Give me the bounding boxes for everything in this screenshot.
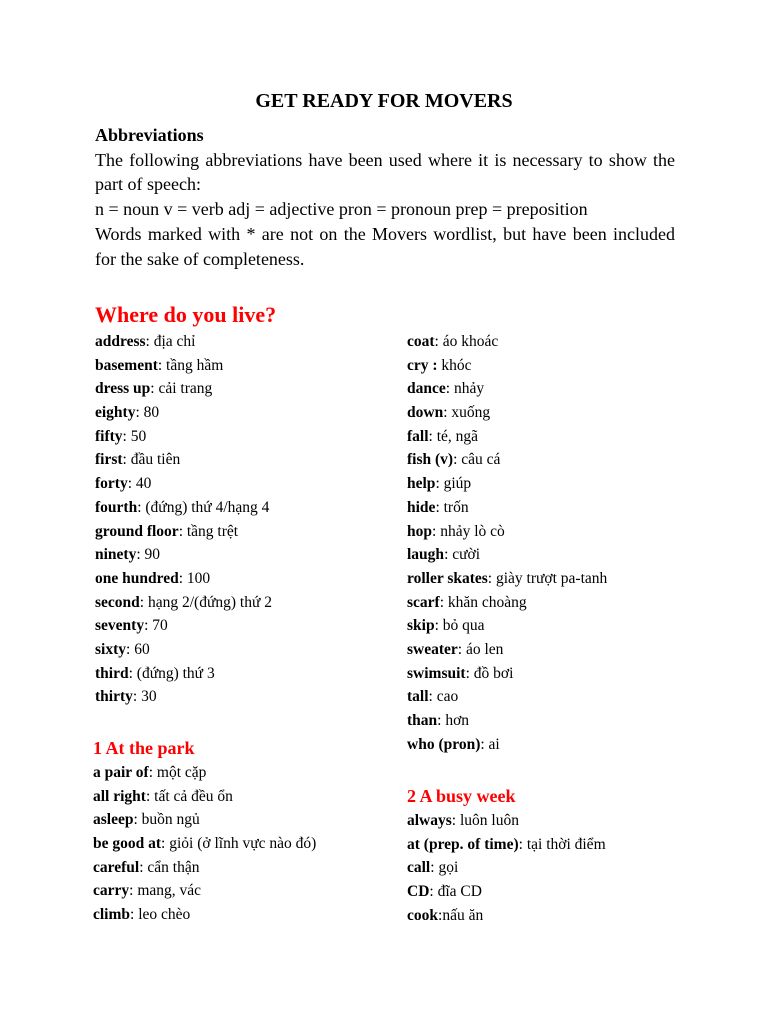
- vocab-separator: :: [132, 688, 142, 706]
- vocab-meaning: tầng hầm: [166, 356, 224, 374]
- vocab-separator: :: [139, 593, 148, 611]
- vocab-entry: [407, 330, 607, 354]
- vocab-separator: :: [428, 688, 437, 706]
- vocab-separator: :: [439, 593, 448, 611]
- vocab-separator: :: [435, 498, 444, 516]
- vocab-meaning: luôn luôn: [459, 812, 519, 829]
- vocab-meaning: nấu ăn: [442, 906, 484, 924]
- vocab-term: address: [95, 333, 146, 350]
- vocab-meaning: tầng trệt: [186, 522, 239, 540]
- vocab-entry: [93, 761, 316, 785]
- vocab-entry: [95, 330, 272, 354]
- vocab-meaning: té, ngã: [436, 427, 479, 445]
- vocab-meaning: nhảy lò cò: [440, 522, 505, 540]
- vocab-meaning: câu cá: [461, 451, 501, 469]
- vocab-separator: :: [157, 356, 167, 374]
- vocab-separator: :: [434, 617, 443, 635]
- unit-2-list: [407, 809, 606, 927]
- intro-block: [95, 123, 675, 271]
- vocab-separator: :: [438, 906, 443, 924]
- vocab-entry: [407, 401, 607, 425]
- vocab-term: roller skates: [407, 569, 488, 587]
- vocab-term: ground floor: [95, 522, 179, 540]
- vocab-term: down: [407, 404, 444, 422]
- vocab-separator: :: [444, 546, 453, 564]
- unit-1-title: 1 At the park: [93, 738, 195, 758]
- vocab-separator: :: [518, 835, 527, 853]
- vocab-separator: :: [435, 475, 444, 493]
- vocab-entry: [407, 733, 607, 757]
- vocab-entry: [95, 685, 272, 709]
- vocab-separator: :: [126, 640, 135, 658]
- vocab-meaning: 50: [130, 427, 147, 445]
- vocab-separator: :: [145, 787, 155, 805]
- vocab-term: dress up: [95, 380, 151, 398]
- vocab-term: be good at: [93, 835, 162, 853]
- vocab-meaning: giúp: [443, 475, 472, 493]
- vocab-term: who (pron): [407, 735, 481, 753]
- vocab-term: sweater: [407, 640, 458, 658]
- vocab-term: tall: [407, 688, 429, 706]
- vocab-entry: [95, 614, 272, 638]
- vocab-separator: :: [178, 522, 187, 540]
- vocab-separator: :: [122, 427, 131, 445]
- vocab-separator: :: [445, 380, 454, 398]
- vocab-meaning: xuống: [451, 404, 491, 422]
- vocab-term: call: [407, 859, 431, 877]
- vocab-entry: [407, 709, 607, 733]
- vocab-term: always: [407, 812, 452, 829]
- vocab-meaning: cải trang: [158, 380, 213, 398]
- vocab-separator: :: [443, 404, 452, 422]
- unit-2-title: 2 A busy week: [407, 786, 516, 806]
- vocab-term: second: [95, 593, 140, 611]
- vocab-meaning: đồ bơi: [473, 664, 514, 682]
- vocab-separator: :: [480, 735, 489, 753]
- vocab-separator: :: [432, 522, 441, 540]
- vocab-meaning: gọi: [438, 859, 459, 877]
- vocab-separator: :: [428, 427, 437, 445]
- vocab-term: carry: [93, 882, 130, 900]
- vocab-entry: [95, 448, 272, 472]
- vocab-meaning: ai: [488, 735, 500, 753]
- vocab-term: fourth: [95, 498, 138, 516]
- vocab-entry: [407, 425, 607, 449]
- vocab-meaning: giày trượt pa-tanh: [495, 569, 608, 587]
- vocab-separator: :: [437, 712, 446, 729]
- vocab-meaning: tất cả đều ổn: [154, 787, 233, 805]
- vocab-entry: [93, 785, 316, 809]
- vocab-entry: [407, 809, 606, 833]
- vocab-entry: [407, 614, 607, 638]
- vocab-meaning: (đứng) thứ 3: [136, 664, 215, 682]
- vocab-meaning: 40: [135, 475, 152, 493]
- abbreviations-list: n = noun v = verb adj = adjective pron = pronoun prep = preposition: [95, 199, 588, 220]
- vocab-separator: :: [150, 380, 159, 398]
- section-title-where-do-you-live: Where do you live?: [95, 302, 277, 327]
- vocab-separator: :: [429, 883, 438, 901]
- unit-1-list: [93, 761, 316, 927]
- vocab-meaning: leo chèo: [138, 906, 191, 924]
- vocab-meaning: cẩn thận: [147, 858, 200, 876]
- vocab-separator: :: [148, 764, 157, 781]
- vocab-term: CD: [407, 883, 430, 901]
- left-vocab-column: [95, 330, 272, 709]
- vocab-separator: :: [128, 664, 137, 682]
- vocab-term: a pair of: [93, 764, 149, 781]
- vocab-entry: [407, 543, 607, 567]
- vocab-separator: :: [137, 498, 146, 516]
- right-vocab-column: [407, 330, 607, 756]
- vocab-separator: :: [487, 569, 496, 587]
- vocab-separator: :: [434, 333, 443, 350]
- vocab-term: help: [407, 475, 436, 493]
- vocab-term: than: [407, 712, 438, 729]
- vocab-term: one hundred: [95, 569, 179, 587]
- vocab-term: eighty: [95, 404, 136, 422]
- vocab-entry: [407, 377, 607, 401]
- vocab-separator: :: [133, 811, 142, 829]
- vocab-meaning: đĩa CD: [437, 883, 482, 901]
- vocab-term: hop: [407, 522, 432, 540]
- vocab-meaning: hạng 2/(đứng) thứ 2: [147, 593, 272, 611]
- vocab-separator: :: [161, 835, 170, 853]
- vocab-meaning: cười: [452, 546, 481, 564]
- vocab-meaning: 70: [152, 617, 168, 635]
- vocab-meaning: trốn: [443, 498, 469, 516]
- abbreviations-heading: Abbreviations: [95, 125, 204, 145]
- vocab-entry: [95, 354, 272, 378]
- vocab-term: cry :: [407, 356, 438, 374]
- page-title: GET READY FOR MOVERS: [255, 90, 513, 112]
- vocab-term: skip: [407, 617, 435, 635]
- vocab-meaning: tại thời điểm: [526, 835, 606, 853]
- vocab-meaning: nhảy: [453, 380, 485, 398]
- vocab-entry: [407, 833, 606, 857]
- vocab-entry: [407, 496, 607, 520]
- vocab-separator: :: [129, 882, 138, 900]
- vocab-entry: [95, 472, 272, 496]
- vocab-entry: [407, 567, 607, 591]
- vocab-meaning: mang, vác: [137, 882, 202, 900]
- vocab-term: swimsuit: [407, 664, 466, 682]
- vocab-term: at (prep. of time): [407, 835, 519, 853]
- vocab-meaning: giỏi (ở lĩnh vực nào đó): [169, 835, 317, 853]
- vocab-entry: [95, 591, 272, 615]
- vocab-term: hide: [407, 498, 436, 516]
- vocab-term: asleep: [93, 811, 134, 829]
- vocab-term: ninety: [95, 546, 137, 564]
- vocab-meaning: khăn choàng: [447, 593, 527, 611]
- vocab-term: first: [95, 451, 123, 469]
- vocab-term: scarf: [407, 593, 440, 611]
- vocab-meaning: 60: [134, 640, 150, 658]
- vocab-term: sixty: [95, 640, 126, 658]
- vocab-separator: :: [453, 451, 462, 469]
- vocab-separator: :: [139, 858, 148, 876]
- wordlist-note: Words marked with * are not on the Movers wordlist, but have been included for the sake of completeness.: [95, 223, 675, 269]
- vocab-entry: [93, 879, 316, 903]
- vocab-term: laugh: [407, 546, 445, 564]
- vocab-entry: [95, 520, 272, 544]
- vocab-separator: :: [457, 640, 466, 658]
- vocab-entry: [407, 904, 606, 928]
- vocab-separator: :: [145, 333, 154, 350]
- unit-1-block: [93, 735, 316, 927]
- vocab-entry: [407, 472, 607, 496]
- vocab-entry: [93, 903, 316, 927]
- vocab-term: all right: [93, 787, 146, 805]
- vocab-separator: :: [144, 617, 153, 635]
- vocab-entry: [407, 354, 607, 378]
- vocab-meaning: áo len: [465, 640, 504, 658]
- vocab-entry: [407, 856, 606, 880]
- vocab-entry: [95, 425, 272, 449]
- intro-paragraph: The following abbreviations have been used where it is necessary to show the part of speech:: [95, 149, 675, 195]
- vocab-meaning: (đứng) thứ 4/hạng 4: [145, 498, 270, 516]
- vocab-term: basement: [95, 356, 158, 374]
- vocab-meaning: đầu tiên: [130, 451, 181, 469]
- vocab-separator: :: [465, 664, 474, 682]
- vocab-term: dance: [407, 380, 446, 398]
- vocab-meaning: 90: [144, 546, 161, 564]
- vocab-meaning: khóc: [441, 356, 472, 374]
- vocab-entry: [95, 401, 272, 425]
- vocab-entry: [93, 832, 316, 856]
- vocab-meaning: 30: [141, 688, 157, 706]
- vocab-separator: :: [135, 404, 144, 422]
- vocab-entry: [407, 685, 607, 709]
- vocab-meaning: 100: [186, 569, 211, 587]
- vocab-entry: [95, 377, 272, 401]
- vocab-meaning: địa chỉ: [153, 333, 196, 350]
- vocab-entry: [407, 662, 607, 686]
- unit-2-block: [407, 783, 606, 927]
- vocab-entry: [407, 448, 607, 472]
- vocab-term: forty: [95, 475, 128, 493]
- vocab-separator: :: [130, 906, 139, 924]
- vocab-entry: [93, 808, 316, 832]
- vocab-meaning: bỏ qua: [442, 617, 485, 635]
- vocab-meaning: 80: [143, 404, 160, 422]
- vocab-entry: [93, 856, 316, 880]
- vocab-entry: [95, 543, 272, 567]
- vocab-term: fish (v): [407, 451, 454, 469]
- vocab-meaning: buồn ngủ: [141, 811, 200, 829]
- vocab-entry: [95, 496, 272, 520]
- vocab-meaning: áo khoác: [442, 333, 499, 350]
- vocab-entry: [407, 591, 607, 615]
- vocab-term: fall: [407, 427, 429, 445]
- vocab-term: third: [95, 664, 129, 682]
- vocab-separator: :: [136, 546, 145, 564]
- vocab-meaning: hơn: [445, 712, 470, 729]
- vocab-term: seventy: [95, 617, 145, 635]
- vocab-term: coat: [407, 333, 435, 350]
- vocab-entry: [95, 567, 272, 591]
- vocab-separator: :: [430, 859, 439, 877]
- vocab-entry: [407, 520, 607, 544]
- vocab-separator: :: [178, 569, 187, 587]
- vocab-term: careful: [93, 858, 140, 876]
- vocab-term: fifty: [95, 427, 123, 445]
- vocab-entry: [407, 638, 607, 662]
- vocab-separator: :: [122, 451, 131, 469]
- vocab-term: thirty: [95, 688, 133, 706]
- vocab-entry: [95, 638, 272, 662]
- vocab-separator: :: [451, 812, 460, 829]
- vocab-separator: :: [127, 475, 136, 493]
- vocab-entry: [407, 880, 606, 904]
- vocab-meaning: cao: [436, 688, 459, 706]
- vocab-term: cook: [407, 906, 438, 924]
- vocab-entry: [95, 662, 272, 686]
- vocab-meaning: một cặp: [156, 764, 207, 781]
- vocab-term: climb: [93, 906, 131, 924]
